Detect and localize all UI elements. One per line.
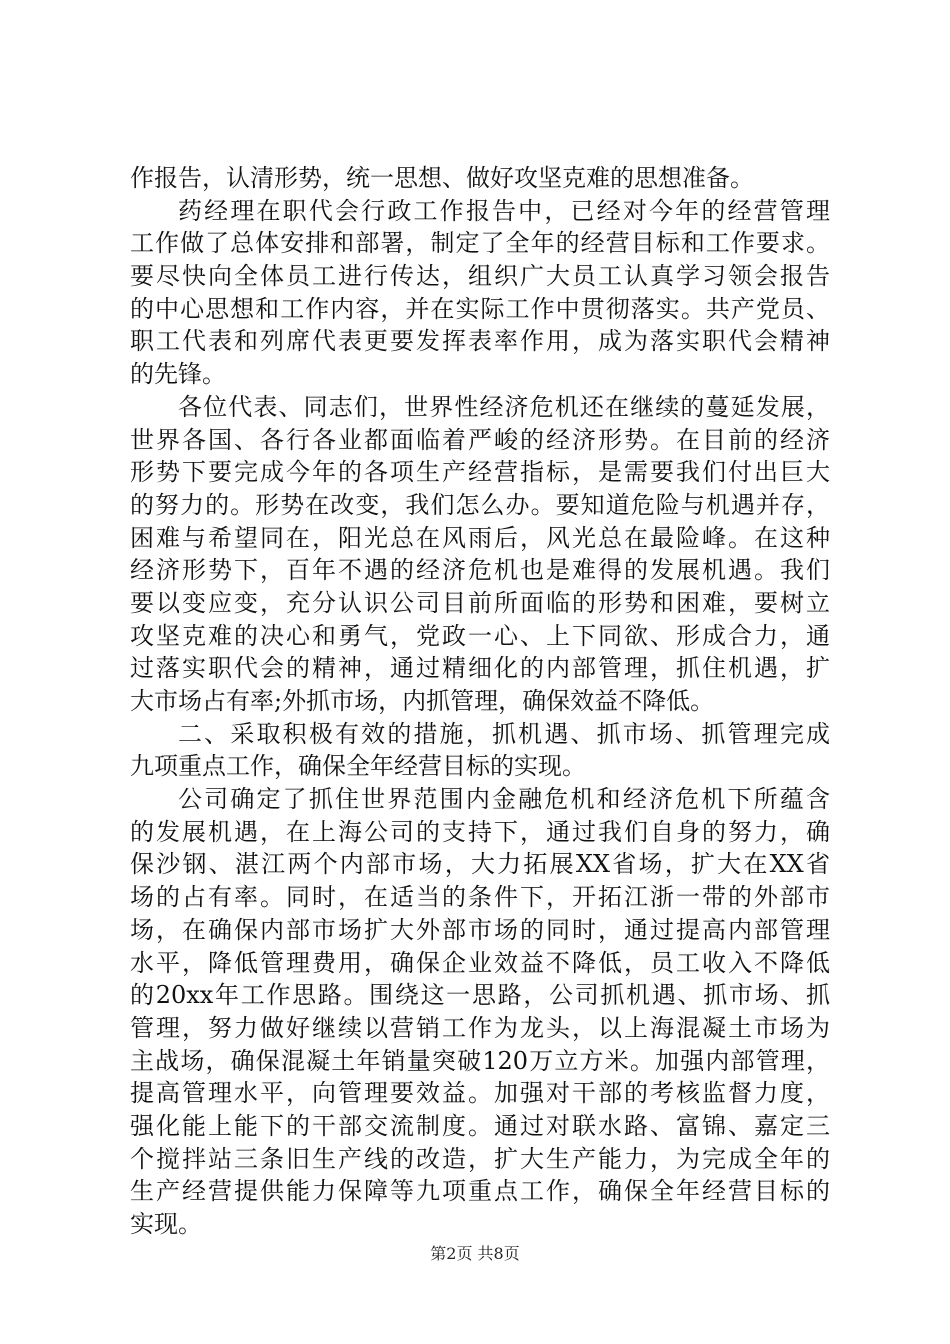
paragraph-line: 世界各国、各行各业都面临着严峻的经济形势。在目前的经济 (130, 425, 830, 454)
paragraph-line: 强化能上能下的干部交流制度。通过对联水路、富锦、嘉定三 (130, 1111, 830, 1140)
paragraph-line: 九项重点工作，确保全年经营目标的实现。 (130, 752, 586, 781)
paragraph-line: 药经理在职代会行政工作报告中，已经对今年的经营管理 (178, 196, 830, 225)
paragraph (130, 718, 830, 783)
paragraph-line: 作报告，认清形势，统一思想、做好攻坚克难的思想准备。 (130, 164, 754, 192)
paragraph-line: 的先锋。 (130, 360, 226, 389)
paragraph-line: 生产经营提供能力保障等九项重点工作，确保全年经营目标的 (130, 1177, 830, 1206)
paragraph (130, 195, 830, 391)
paragraph-line: 场的占有率。同时，在适当的条件下，开拓江浙一带的外部市 (130, 883, 830, 912)
paragraph-line: 要尽快向全体员工进行传达，组织广大员工认真学习领会报告 (130, 262, 830, 291)
paragraph-line: 的努力的。形势在改变，我们怎么办。要知道危险与机遇并存， (130, 490, 830, 519)
paragraph-line: 形势下要完成今年的各项生产经营指标，是需要我们付出巨大 (130, 458, 830, 487)
paragraph-line: 的中心思想和工作内容，并在实际工作中贯彻落实。共产党员、 (130, 294, 830, 323)
page-footer: 第2页 共8页 (430, 1244, 520, 1263)
paragraph-line: 水平，降低管理费用，确保企业效益不降低，员工收入不降低 (130, 948, 830, 977)
paragraph-line: 公司确定了抓住世界范围内金融危机和经济危机下所蕴含 (178, 785, 830, 814)
paragraph-line: 攻坚克难的决心和勇气，党政一心、上下同欲、形成合力，通 (130, 621, 830, 650)
paragraph-line: 管理，努力做好继续以营销工作为龙头，以上海混凝土市场为 (130, 1013, 830, 1042)
paragraph-line: 职工代表和列席代表更要发挥表率作用，成为落实职代会精神 (130, 327, 830, 356)
paragraph-line: 保沙钢、湛江两个内部市场，大力拓展XX省场，扩大在XX省 (130, 850, 830, 879)
paragraph-line: 场，在确保内部市场扩大外部市场的同时，通过提高内部管理 (130, 915, 830, 944)
paragraph-line: 实现。 (130, 1210, 202, 1238)
paragraph-line: 工作做了总体安排和部署，制定了全年的经营目标和工作要求。 (130, 229, 830, 258)
paragraph (130, 162, 830, 195)
paragraph-line: 经济形势下，百年不遇的经济危机也是难得的发展机遇。我们 (130, 556, 830, 585)
paragraph-line: 过落实职代会的精神，通过精细化的内部管理，抓住机遇，扩 (130, 654, 830, 683)
paragraph-line: 个搅拌站三条旧生产线的改造，扩大生产能力，为完成全年的 (130, 1144, 830, 1173)
paragraph (130, 391, 830, 718)
paragraph-line: 大市场占有率;外抓市场，内抓管理，确保效益不降低。 (130, 687, 715, 715)
paragraph-line: 二、采取积极有效的措施，抓机遇、抓市场、抓管理完成 (178, 719, 830, 748)
paragraph-line: 主战场，确保混凝土年销量突破120万立方米。加强内部管理， (130, 1046, 830, 1075)
paragraph-line: 的20xx年工作思路。围绕这一思路，公司抓机遇、抓市场、抓 (130, 981, 830, 1010)
paragraph-line: 困难与希望同在，阳光总在风雨后，风光总在最险峰。在这种 (130, 523, 830, 552)
paragraph-line: 要以变应变，充分认识公司目前所面临的形势和困难，要树立 (130, 588, 830, 617)
paragraph-line: 各位代表、同志们，世界性经济危机还在继续的蔓延发展， (178, 392, 830, 421)
document-body (130, 162, 830, 1241)
paragraph-line: 提高管理水平，向管理要效益。加强对干部的考核监督力度， (130, 1079, 830, 1108)
paragraph (130, 783, 830, 1241)
paragraph-line: 的发展机遇，在上海公司的支持下，通过我们自身的努力，确 (130, 817, 830, 846)
